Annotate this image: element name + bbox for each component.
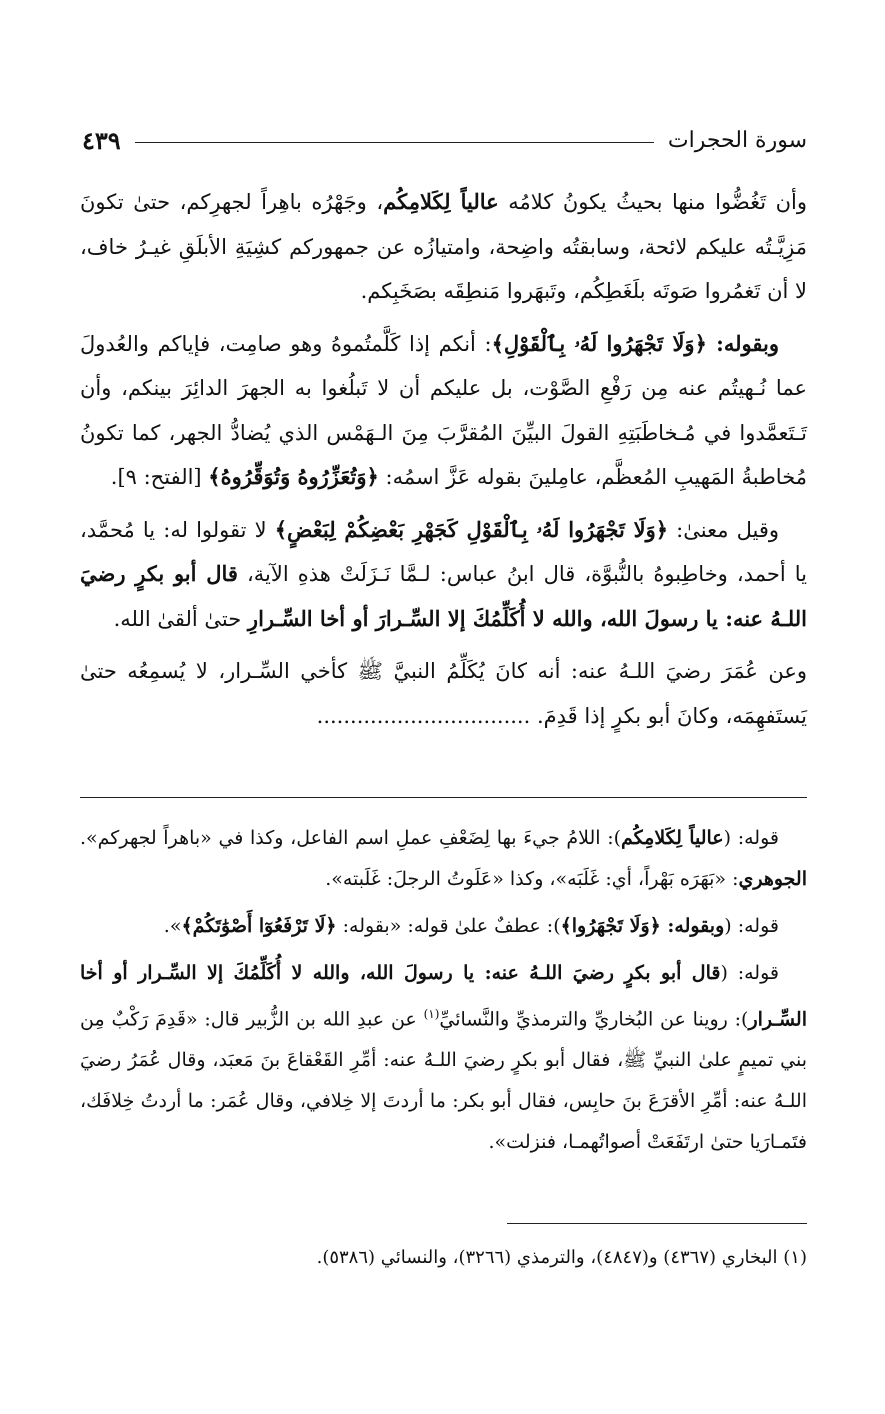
commentary [80, 818, 807, 1169]
bold-phrase: قال أبو بكرٍ رضيَ اللـهُ عنه: يا رسولَ الله، والله لا أُكَلِّمُكَ إلا السِّـرار أو أخا السِّـرار [80, 962, 807, 1031]
header-rule [135, 142, 654, 143]
dotted-leader: ................................ [316, 703, 531, 728]
text-run: ): اللامُ جيءَ بها لِضَعْفِ عملِ اسم الفاعل، وكذا في «باهراً لجهركم». [80, 827, 622, 849]
bold-phrase: قال أبو بكرٍ رضيَ اللـهُ عنه: يا رسولَ الله، والله لا أُكَلِّمُكَ إلا السِّـرارَ أو أخا السِّـرارِ [80, 561, 807, 631]
text-run: قوله: ( [724, 915, 779, 937]
text-run: ، وجَهْرُه باهِراً لجهرِكم، حتىٰ تكونَ مَزِيَّـتُه عليكم لائحة، وسابقتُه واضِحة، وامتيازُه عن جمهوركم كشِيَةِ الأبلَقِ غيـرُ خاف، لا أن تَغمُروا صَوتَه بلَغَطِكُم، وتَبهَروا مَنطِقَه بصَخَبِكم. [80, 190, 807, 303]
main-paragraph-1 [80, 180, 807, 314]
quran-quote: ﴿وَلَا تَجْهَرُوا لَهُۥ بِٱلْقَوْلِ كَجَهْرِ بَعْضِكُمْ لِبَعْضٍ﴾ [274, 516, 669, 542]
main-paragraph-3 [80, 508, 807, 642]
commentary-separator [80, 797, 807, 798]
text-run: وعن عُمَرَ رضيَ اللـهُ عنه: أنه كانَ يُكَلِّمُ النبيَّ ﷺ كأخي السِّـرار، لا يُسمِعُه حتىٰ يَستَفهِمَه، وكانَ أبو بكرٍ إذا قَدِمَ. [80, 659, 807, 728]
citation: [الفتح: ٩]. [110, 465, 209, 489]
quran-quote: ﴿وَلَا تَجْهَرُوا لَهُۥ بِٱلْقَوْلِ﴾ [491, 330, 707, 356]
quran-quote: ﴿وَتُعَزِّرُوهُ وَتُوَقِّرُوهُ﴾ [208, 464, 379, 489]
page-header [82, 118, 807, 162]
text-run: : أنكم إذا كَلَّمتُموهُ وهو صامِت، فإياكم والعُدولَ عما نُـهيتُم عنه مِن رَفْعِ الصَّوْت، بل عليكم أن لا تَبلُغوا به الجهرَ الدائِرَ بينكم، وأن تَـتَعمَّدوا في مُـخاطَبَتِهِ القولَ البيِّنَ المُقرَّبَ مِنَ الـهَمْس الذي يُضادُّ الجهر، كما تكونُ مُخاطبةُ المَهيبِ المُعظَّم، عامِلينَ بقوله عَزَّ اسمُه: [80, 331, 807, 489]
footnote-separator [507, 1223, 807, 1224]
footnote [80, 1240, 807, 1276]
text-run: ». [163, 915, 182, 937]
bold-phrase: الجوهري [738, 868, 807, 890]
surah-title: سورة الحجرات [667, 127, 807, 153]
lead-word: وبقوله: [706, 330, 779, 356]
main-paragraph-2 [80, 322, 807, 500]
commentary-note-3 [80, 953, 807, 1163]
bold-phrase: عالياً لِكَلامِكُم [621, 827, 724, 849]
text-run: قوله: ( [720, 962, 779, 984]
text-run: وأن تَغُضُّوا منها بحيثُ يكونُ كلامُه [498, 190, 807, 214]
text-run: عن عبدِ الله بن الزُّبير قال: «قَدِمَ رَكْبٌ مِن بني تميمٍ علىٰ النبيِّ ﷺ، فقال أبو بكرٍ رضيَ اللـهُ عنه: أمِّرِ القَعْقاعَ بنَ مَعبَد، وقال عُمَرُ رضيَ اللـهُ عنه: أمِّرِ الأقرَعَ بنَ حابِس، فقال أبو بكر: ما أردتَ إلا خِلافي، وقال عُمَر: ما أردتُ خِلافَك، فتَمـارَيا حتىٰ ارتَفَعَتْ أصواتُهمـا، فنزلت». [80, 1008, 807, 1154]
main-paragraph-4 [80, 649, 807, 738]
page-number: ٤٣٩ [82, 125, 121, 155]
lead-word: وقيل معنىٰ: [668, 517, 779, 542]
text-run: حتىٰ ألقىٰ الله. [113, 606, 248, 631]
text-run: ): عطفٌ علىٰ قوله: «بقوله: [336, 915, 561, 937]
quran-quote: ﴿لَا تَرْفَعُوٓا أَصْوَٰتَكُمْ﴾ [181, 915, 337, 937]
text-run: قوله: ( [723, 827, 779, 849]
commentary-note-1 [80, 818, 807, 900]
main-text [80, 180, 807, 746]
footnote-text: (١) البخاري (٤٣٦٧) و(٤٨٤٧)، والترمذي (٣٢٦٦)، والنسائي (٥٣٨٦). [316, 1247, 807, 1268]
commentary-note-2 [80, 906, 807, 947]
text-run: ): روينا عن البُخاريِّ والترمذيِّ والنَّسائيِّ [439, 1008, 749, 1031]
bold-phrase: عالياً لِكَلامِكُم [383, 189, 499, 214]
text-run: : «بَهَرَه بَهْراً، أي: غَلَبَه»، وكذا «عَلَوتُ الرجلَ: غَلَبته». [325, 868, 739, 890]
text-run: لا تقولوا له: يا مُحمَّد، يا أحمد، وخاطِبوهُ بالنُّبوَّة، قال ابنُ عباس: لـمَّا نَـزَلَتْ هذهِ الآية، [80, 517, 807, 586]
bold-phrase: وبقوله: ﴿وَلَا تَجْهَرُوا﴾ [560, 915, 725, 937]
footnote-marker[interactable]: (١) [423, 1007, 440, 1021]
